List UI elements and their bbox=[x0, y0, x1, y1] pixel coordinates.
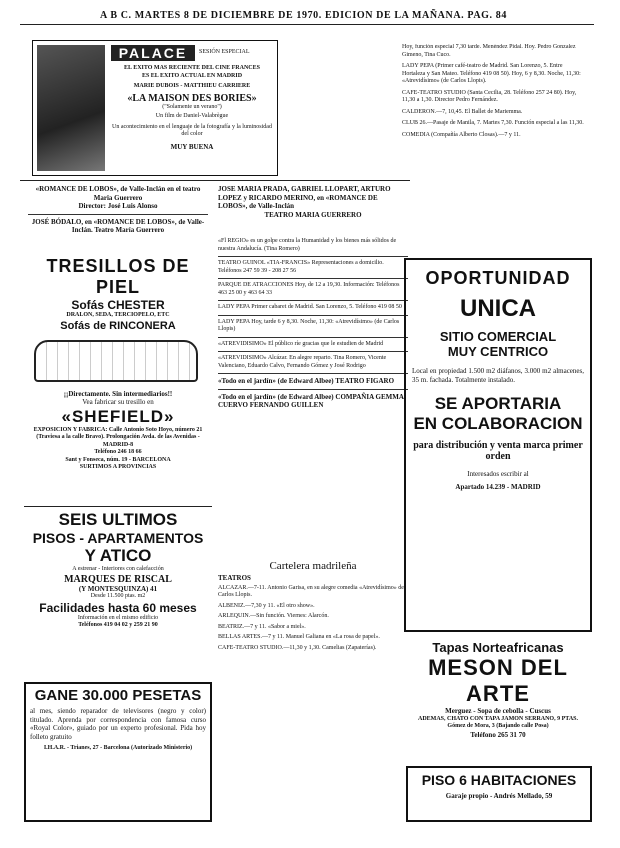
middle-notices bbox=[218, 232, 408, 552]
right-line: CLUB 26.—Pasaje de Manila, 7. Martes 7,30. Función especial a las 11,30. bbox=[402, 120, 584, 126]
tresillos-branch: Sant y Fonseca, núm. 19 - BARCELONA bbox=[65, 456, 171, 463]
palace-tag: SESIÓN ESPECIAL bbox=[199, 49, 250, 55]
prada-title: JOSE MARIA PRADA, GABRIEL LLOPART, ARTURO LOPEZ y RICARDO MERINO, en «ROMANCE DE LOBOS», de Valle-Inclán bbox=[218, 185, 391, 210]
palace-director: Un film de Daniel-Valabrègue bbox=[155, 113, 229, 119]
pisos-ad bbox=[24, 510, 212, 670]
rule bbox=[24, 506, 212, 507]
cartelera-entry: ARLEQUIN.—Sin función. Viernes: Alarcón. bbox=[218, 613, 329, 619]
cartelera-entry: BELLAS ARTES.—7 y 11. Manuel Galiana en «La rosa de papel». bbox=[218, 634, 380, 640]
pisos-corner: (Y MONTESQUINZA) 41 bbox=[78, 584, 158, 593]
op-unica: UNICA bbox=[460, 295, 536, 322]
tresillos-ad bbox=[24, 256, 212, 504]
palace-film: «LA MAISON DES BORIES» bbox=[127, 92, 257, 104]
tresillos-rinconera: Sofás de RINCONERA bbox=[60, 319, 176, 332]
palace-stars: MARIE DUBOIS - MATTHIEU CARRIERE bbox=[133, 83, 251, 89]
pisos-price: Desde 11.500 ptas. m2 bbox=[90, 593, 146, 599]
palace-rating: MUY BUENA bbox=[170, 142, 214, 151]
tresillos-title: TRESILLOS DE PIEL bbox=[46, 256, 190, 297]
romance-title: «ROMANCE DE LOBOS», de Valle-Inclán en el teatro Maria Guerrero bbox=[35, 185, 201, 202]
palace-name: PALACE bbox=[111, 45, 195, 61]
cartelera-title: Cartelera madrileña bbox=[269, 560, 357, 572]
piso6-title: PISO 6 HABITACIONES bbox=[421, 772, 577, 788]
op-box: Apartado 14.239 - MADRID bbox=[455, 482, 541, 491]
cartelera-section: TEATROS bbox=[218, 574, 251, 582]
op-aporta2: EN COLABORACION bbox=[413, 414, 583, 433]
mid-item: «Fl REGIO» es un golpe contra la Humanidad y los bienes más sólidos de nuestra Andalucía. (Tina Romero) bbox=[218, 238, 397, 252]
pisos-line1: SEIS ULTIMOS bbox=[58, 510, 178, 529]
meson-menu: Merguez - Sopa de cebolla - Cuscus bbox=[445, 707, 551, 715]
romance-notice bbox=[28, 185, 208, 235]
tresillos-direct: ¡¡Directamente. Sin intermediarios!! bbox=[63, 389, 173, 398]
cartelera-entry: ALCAZAR.—7-11. Antonio Garisa, en su alegre comedia «Atrevidísimo» de Carlos Llopis. bbox=[218, 584, 404, 598]
tresillos-phone: Teléfono 246 18 66 bbox=[94, 449, 142, 455]
op-sitio: SITIO COMERCIAL bbox=[439, 329, 557, 344]
pisos-line3: Y ATICO bbox=[84, 546, 152, 565]
pisos-line2: PISOS - APARTAMENTOS bbox=[32, 530, 204, 546]
op-centrico: MUY CENTRICO bbox=[447, 344, 549, 359]
mid-item: LADY PEPA Hoy, tarde 6 y 8,30. Noche, 11,30: «Atrevidísimo» (de Carlos Llopis) bbox=[218, 318, 400, 332]
pisos-info: Información en el mismo edificio bbox=[77, 614, 159, 621]
right-listings bbox=[402, 44, 584, 234]
right-line: Hoy, función especial 7,30 tarde. Menéndez Pidal. Hoy. Pedro Gonzalez Gimeno, Tina Cuco. bbox=[402, 44, 576, 58]
header-rule bbox=[20, 24, 594, 25]
gane-ad bbox=[24, 682, 212, 822]
mid-item: «Todo en el jardín» (de Edward Albee) COMPAÑIA GEMMA CUERVO FERNANDO GUILLEN bbox=[218, 392, 404, 409]
op-purpose: para distribución y venta marca primer orden bbox=[413, 440, 583, 462]
pisos-sub: A estrenar - Interiores con calefacción bbox=[72, 566, 164, 572]
meson-ad bbox=[402, 640, 594, 758]
romance-director: Director: José Luis Alonso bbox=[78, 202, 158, 210]
right-line: LADY PEPA (Primer café-teatro de Madrid. San Lorenzo, 5. Entre Hortaleza y San Mateo. Teléfono 419 08 50). Hoy, 6 y 8,30. Noche, 11,30: «Atrevidísimo» (de Carlos Llopis). bbox=[402, 63, 581, 84]
right-line: CAFE-TEATRO STUDIO (Santa Cecilia, 28. Teléfono 257 24 80). Hoy, 11,30 a 1,30. Director Pedro Fernández. bbox=[402, 89, 577, 103]
sofa-illustration bbox=[34, 340, 198, 382]
tresillos-brand: «SHEFIELD» bbox=[61, 406, 175, 426]
pisos-payment: Facilidades hasta 60 meses bbox=[39, 600, 197, 615]
mid-item: «ATREVIDISIMO» Alcázar. En alegre reparto. Tina Romero, Vicente Valenciano, Eduardo Calvo, Fernando Gómez y José Rodrigo bbox=[218, 355, 387, 369]
film-still-image bbox=[37, 45, 105, 171]
palace-ad bbox=[32, 40, 278, 176]
palace-subtitle: ("Solamente un verano") bbox=[162, 103, 222, 110]
palace-line2: ES EL EXITO ACTUAL EN MADRID bbox=[141, 72, 243, 79]
pisos-address: MARQUES DE RISCAL bbox=[64, 573, 172, 585]
gane-footer: I.H.A.R. - Trianes, 27 - Barcelona (Autorizado Ministerio) bbox=[43, 745, 193, 751]
tresillos-materials: DRALON, SEDA, TERCIOPELO, ETC bbox=[66, 312, 170, 318]
meson-extra: ADEMAS, CHATO CON TAPA JAMON SERRANO, 9 PTAS. bbox=[417, 715, 578, 722]
mid-item: «ATREVIDISIMO» El público ríe gracias que le estudien de Madrid bbox=[218, 340, 384, 347]
palace-blurb: Un acontecimiento en el lenguaje de la fotografía y la luminosidad del color bbox=[112, 123, 272, 137]
cartelera-entry: ALBENIZ.—7,30 y 11. «El otro show». bbox=[218, 602, 315, 609]
romance-cast: JOSÉ BÓDALO, en «ROMANCE DE LOBOS», de Valle-Inclán. Teatro María Guerrero bbox=[31, 217, 205, 234]
cartelera-entry: BEATRIZ.—7 y 11. «Sabor a miel». bbox=[218, 623, 306, 630]
mid-item: LADY PEPA Primer cabaret de Madrid. San Lorenzo, 5. Teléfono 419 08 50 bbox=[218, 304, 402, 310]
gane-title: GANE 30.000 PESETAS bbox=[34, 687, 202, 704]
mid-item: PARQUE DE ATRACCIONES Hoy, de 12 a 19,30. Información: Teléfonos 463 25 00 y 463 64 33 bbox=[218, 282, 400, 296]
tresillos-provinces: SURTIMOS A PROVINCIAS bbox=[79, 464, 157, 470]
piso6-ad bbox=[406, 766, 592, 822]
prada-notice bbox=[218, 185, 408, 219]
tresillos-view: Vea fabricar su tresillo en bbox=[82, 398, 154, 406]
op-contact: Interesados escribir al bbox=[467, 470, 529, 478]
palace-line1: EL EXITO MAS RECIENTE DEL CINE FRANCES bbox=[124, 65, 260, 71]
mid-item: TEATRO GUINOL «TIA-FRANCIS» Representaciones a domicilio. Teléfonos 247 59 39 - 208 27 56 bbox=[218, 260, 384, 274]
tresillos-expo: EXPOSICION Y FABRICA: Calle Antonio Soto Hoyo, número 21 (Traviesa a la calle Bravo). Prolongación Avda. de las Avenidas - MADRID-8 bbox=[33, 426, 203, 448]
oportunidad-ad bbox=[404, 258, 592, 632]
rule bbox=[20, 180, 410, 181]
meson-name: MESON DEL ARTE bbox=[428, 655, 568, 706]
right-line: CALDERON.—7, 10,45. El Ballet de Mariemma. bbox=[402, 108, 523, 115]
piso6-sub: Garaje propio - Andrés Mellado, 59 bbox=[445, 792, 553, 800]
meson-phone: Teléfono 265 31 70 bbox=[470, 730, 526, 739]
pisos-phones: Teléfonos 419 04 02 y 259 21 90 bbox=[78, 622, 158, 628]
op-title: OPORTUNIDAD bbox=[425, 268, 571, 288]
op-aporta1: SE APORTARIA bbox=[434, 394, 562, 413]
gane-body: al mes, siendo reparador de televisores (negro y color) titulado. Aprenda por correspondencia con famosa curso «Royal Color», guiado por un experto profesional. Pida hoy folleto gratuito bbox=[30, 707, 206, 741]
mid-item: «Todo en el jardín» (de Edward Albee) TEATRO FIGARO bbox=[218, 377, 395, 385]
meson-address: Gómez de Mora, 3 (Bajando calle Posa) bbox=[447, 723, 549, 729]
tresillos-sofas: Sofás CHESTER bbox=[71, 298, 165, 312]
op-detail: Local en propiedad 1.500 m2 diáfanos, 3.000 m2 almacenes, 35 m. fachada. Totalmente instalado. bbox=[412, 367, 584, 384]
cartelera-entry: CAFE-TEATRO STUDIO.—11,30 y 1,30. Camelias (Zapaterías). bbox=[218, 644, 377, 651]
meson-tapas: Tapas Norteafricanas bbox=[432, 640, 564, 655]
right-line: COMEDIA (Compañía Alberto Closas).—7 y 11. bbox=[402, 131, 521, 138]
page-header: A B C. MARTES 8 DE DICIEMBRE DE 1970. EDICION DE LA MAÑANA. PAG. 84 bbox=[100, 10, 507, 21]
prada-venue: TEATRO MARIA GUERRERO bbox=[264, 210, 362, 219]
cartelera bbox=[218, 560, 408, 840]
